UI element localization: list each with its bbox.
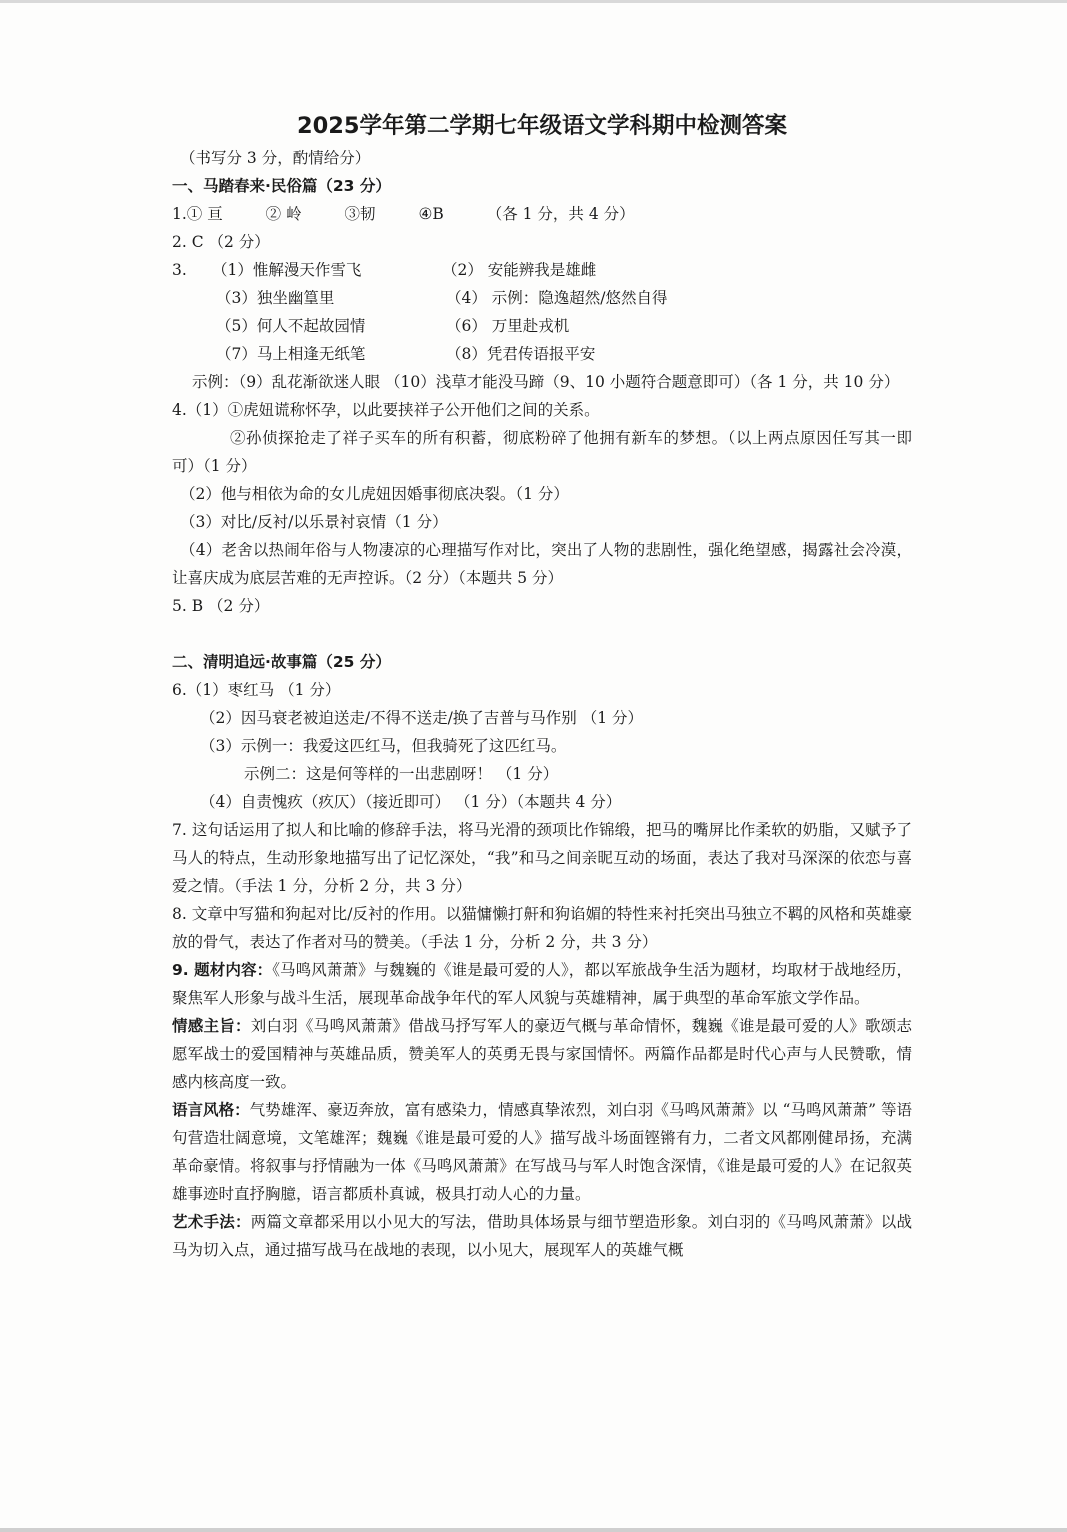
q6-part1: 6.（1）枣红马 （1 分） <box>172 681 341 699</box>
q3-number: 3. <box>172 261 187 279</box>
bottom-border <box>0 1528 1067 1532</box>
q9-theme-text: 刘白羽《马鸣风萧萧》借战马抒写军人的豪迈气概与革命情怀，魏巍《谁是最可爱的人》歌颂志愿军战士的爱国精神与英雄品质，赞美军人的英勇无畏与家国情怀。两篇作品都是时代心声与人民赞歌，情感内核高度一致。 <box>172 1017 912 1091</box>
q6-part3-example2: 示例二：这是何等样的一出悲剧呀！ （1 分） <box>244 765 559 783</box>
answer-sheet <box>172 108 912 1264</box>
section2-heading: 二、清明追远·故事篇（25 分） <box>172 653 391 671</box>
q1-score: （各 1 分，共 4 分） <box>486 205 635 223</box>
q4-part1-alt: ②孙侦探抢走了祥子买车的所有积蓄，彻底粉碎了他拥有新车的梦想。（以上两点原因任写其一即可）（1 分） <box>172 429 912 475</box>
q4-part4: （4）老舍以热闹年俗与人物凄凉的心理描写作对比，突出了人物的悲剧性，强化绝望感，揭露社会冷漠，让喜庆成为底层苦难的无声控诉。（2 分）（本题共 5 分） <box>172 541 912 587</box>
page-title: 2025学年第二学期七年级语文学科期中检测答案 <box>296 113 788 139</box>
q9-subject <box>172 956 912 1012</box>
q5-answer: 5. B （2 分） <box>172 597 270 615</box>
q1-c: ③韧 <box>344 205 376 223</box>
q3-row4 <box>172 340 912 368</box>
q6-part4: （4）自责愧疚（疚仄）（接近即可） （1 分）（本题共 4 分） <box>200 793 622 811</box>
q3-item-7: （7）马上相逢无纸笔 <box>216 345 366 363</box>
q3-row3 <box>172 312 912 340</box>
q1-answers <box>172 200 912 228</box>
q8-answer: 8. 文章中写猫和狗起对比/反衬的作用。以猫慵懒打鼾和狗谄媚的特性来衬托突出马独立不羁的风格和英雄豪放的骨气，表达了作者对马的赞美。（手法 1 分，分析 2 分，共 3 分） <box>172 905 912 951</box>
q1-b: ② 岭 <box>265 205 302 223</box>
q9-subject-text: 《马鸣风萧萧》与魏巍的《谁是最可爱的人》，都以军旅战争生活为题材，均取材于战地经历，聚焦军人形象与战斗生活，展现革命战争年代的军人风貌与英雄精神，属于典型的革命军旅文学作品。 <box>172 961 912 1007</box>
q3-item-4: （4） 示例：隐逸超然/悠然自得 <box>446 289 668 307</box>
q9-technique-text: 两篇文章都采用以小见大的写法，借助具体场景与细节塑造形象。刘白羽的《马鸣风萧萧》以战马为切入点，通过描写战马在战地的表现，以小见大，展现军人的英雄气概 <box>172 1213 912 1259</box>
q9-theme <box>172 1012 912 1096</box>
q1-d: ④B <box>418 205 444 223</box>
q3-item-3: （3）独坐幽篁里 <box>216 289 335 307</box>
q3-item-5: （5）何人不起故园情 <box>216 317 366 335</box>
q3-item-8: （8）凭君传语报平安 <box>446 345 596 363</box>
q9-style-label: 语言风格： <box>172 1101 250 1119</box>
q3-item-2: （2） 安能辨我是雄雌 <box>442 261 597 279</box>
q2-answer: 2. C （2 分） <box>172 233 270 251</box>
q1-a: 1.① 亘 <box>172 205 223 223</box>
q9-style-text: 气势雄浑、豪迈奔放，富有感染力，情感真挚浓烈，刘白羽《马鸣风萧萧》以 “马鸣风萧萧” 等语句营造壮阔意境，文笔雄浑；魏巍《谁是最可爱的人》描写战斗场面铿锵有力，二者文风都刚健昂扬，充满革命豪情。将叙事与抒情融为一体《马鸣风萧萧》在写战马与军人时饱含深情，《谁是最可爱的人》在记叙英雄事迹时直抒胸臆，语言都质朴真诚，极具打动人心的力量。 <box>172 1101 912 1203</box>
q3-row1 <box>172 256 912 284</box>
q3-item-1: （1）惟解漫天作雪飞 <box>212 261 362 279</box>
q6-part2: （2）因马衰老被迫送走/不得不送走/换了吉普与马作别 （1 分） <box>200 709 644 727</box>
top-border <box>0 0 1067 3</box>
q4-part2: （2）他与相依为命的女儿虎妞因婚事彻底决裂。（1 分） <box>180 485 569 503</box>
q3-item-6: （6） 万里赴戎机 <box>446 317 570 335</box>
handwriting-note: （书写分 3 分，酌情给分） <box>180 149 371 167</box>
section1-heading: 一、马踏春来·民俗篇（23 分） <box>172 177 391 195</box>
q9-technique-label: 艺术手法： <box>172 1213 251 1231</box>
q3-row2 <box>172 284 912 312</box>
q7-answer: 7. 这句话运用了拟人和比喻的修辞手法，将马光滑的颈项比作锦缎，把马的嘴屏比作柔软的奶脂，又赋予了马人的特点，生动形象地描写出了记忆深处，“我”和马之间亲昵互动的场面，表达了我对马深深的依恋与喜爱之情。（手法 1 分，分析 2 分，共 3 分） <box>172 821 912 895</box>
q4-part3: （3）对比/反衬/以乐景衬哀情（1 分） <box>180 513 448 531</box>
q3-example: 示例：（9）乱花渐欲迷人眼 （10）浅草才能没马蹄（9、10 小题符合题意即可）（各 1 分，共 10 分） <box>192 373 900 391</box>
q4-part1: 4.（1）①虎妞谎称怀孕，以此要挟祥子公开他们之间的关系。 <box>172 401 600 419</box>
q6-part3: （3）示例一：我爱这匹红马，但我骑死了这匹红马。 <box>200 737 567 755</box>
q9-technique <box>172 1208 912 1264</box>
q9-subject-label: 9. 题材内容： <box>172 961 273 979</box>
q9-style <box>172 1096 912 1208</box>
q9-theme-label: 情感主旨： <box>172 1017 251 1035</box>
